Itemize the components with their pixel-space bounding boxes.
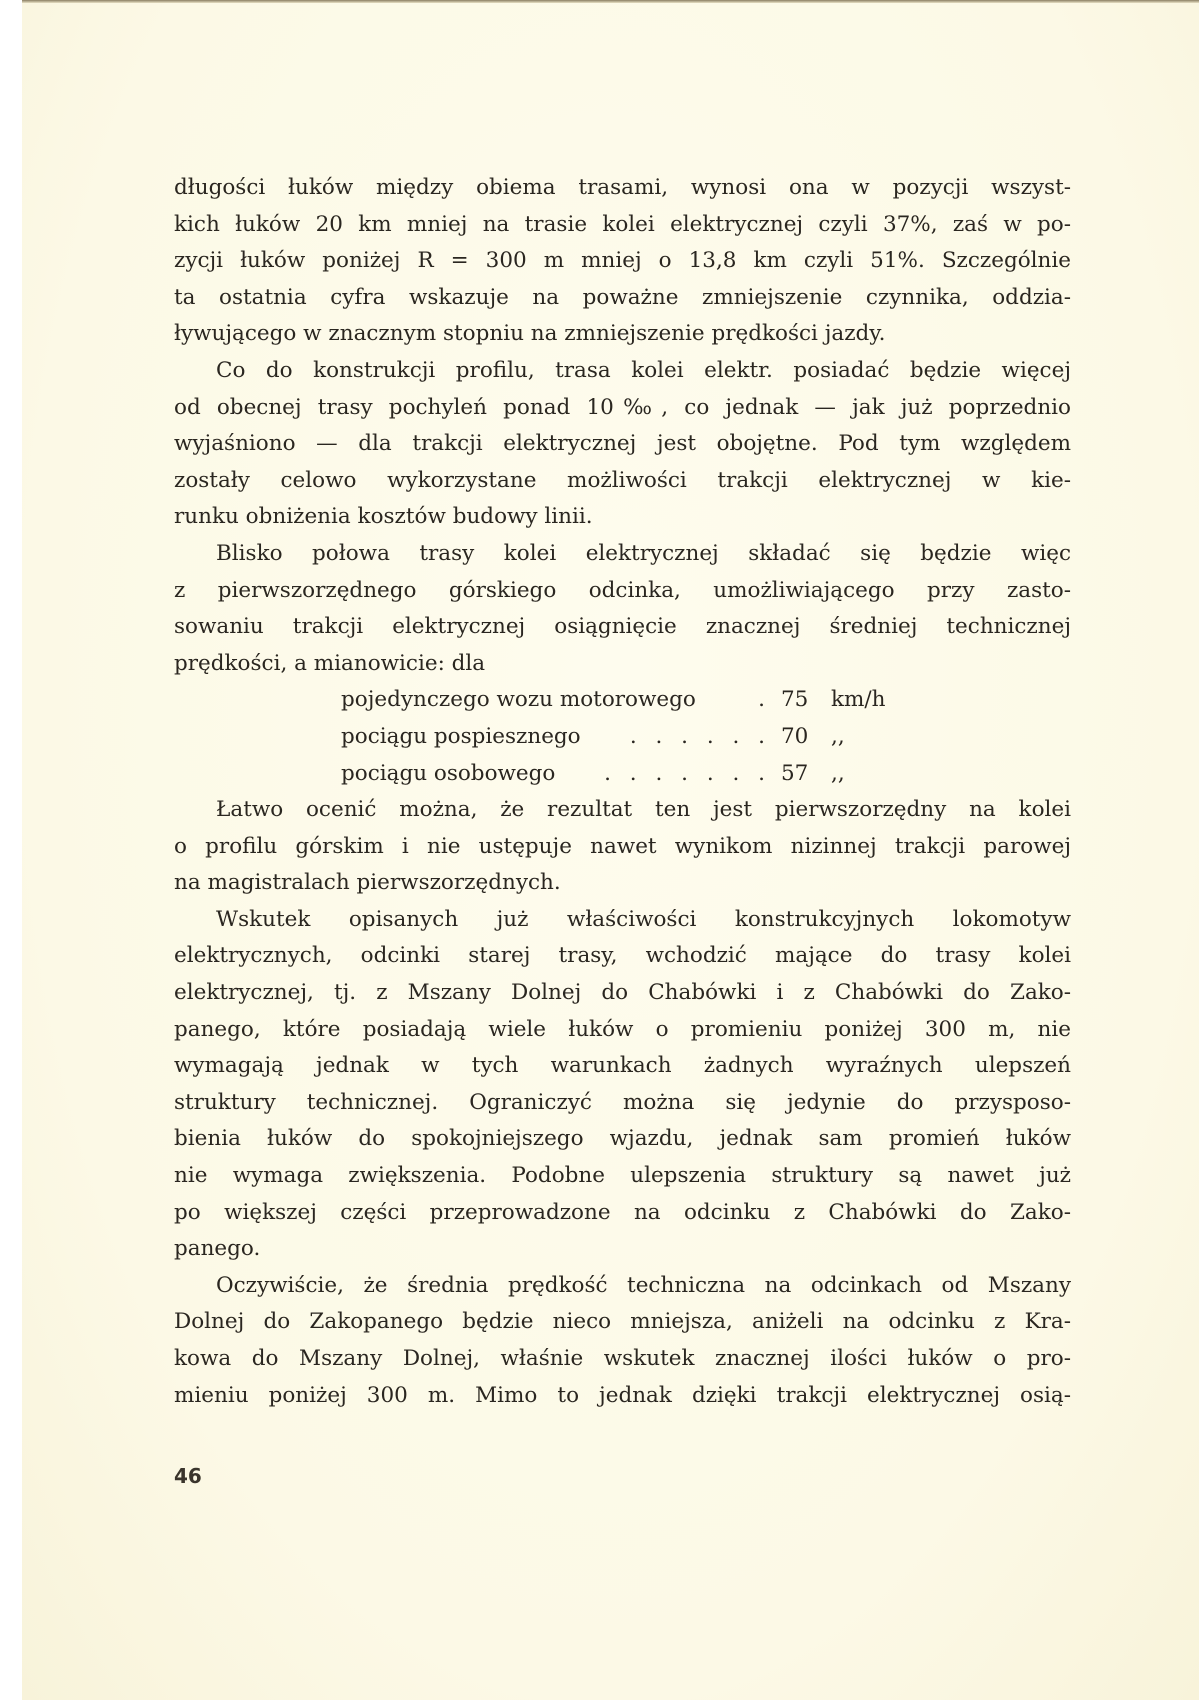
text-line: Co do konstrukcji profilu, trasa kolei elektr. posiadać będzie więcej	[216, 357, 1071, 383]
text-line: panego, które posiadają wiele łuków o promieniu poniżej 300 m, nie	[174, 1016, 1071, 1042]
text-line: wyjaśniono — dla trakcji elektrycznej jest obojętne. Pod tym względem	[174, 431, 1071, 457]
text-line: wymagają jednak w tych warunkach żadnych wyraźnych ulepszeń	[174, 1053, 1071, 1079]
text-line: elektrycznych, odcinki starej trasy, wchodzić mające do trasy kolei	[174, 943, 1071, 969]
text-line: długości łuków między obiema trasami, wynosi ona w pozycji wszyst-	[174, 175, 1071, 200]
text-line: o profilu górskim i nie ustępuje nawet wynikom nizinnej trakcji parowej	[174, 833, 1071, 859]
leader-dots: .	[758, 687, 771, 713]
speed-unit: ,,	[831, 723, 845, 749]
text-line: nie wymaga zwiększenia. Podobne ulepszenia struktury są nawet już	[174, 1163, 1071, 1189]
speed-row-motor-car	[341, 682, 901, 719]
page-number: 46	[174, 1464, 202, 1488]
speed-label: pojedynczego wozu motorowego	[341, 687, 696, 713]
paragraph-6	[174, 1268, 1071, 1414]
speed-label: pociągu osobowego	[341, 760, 556, 786]
paragraph-5	[174, 902, 1071, 1268]
text-line: Łatwo ocenić można, że rezultat ten jest pierwszorzędny na kolei	[216, 797, 1071, 823]
text-line: kowa do Mszany Dolnej, właśnie wskutek znacznej ilości łuków o pro-	[174, 1346, 1071, 1371]
text-line: prędkości, a mianowicie: dla	[174, 650, 486, 676]
speed-unit: ,,	[831, 760, 845, 786]
text-line: ta ostatnia cyfra wskazuje na poważne zmniejszenie czynnika, oddzia-	[174, 284, 1071, 310]
leader-dots: . . . . . . .	[604, 760, 771, 786]
text-line: panego.	[174, 1236, 261, 1262]
paragraph-1	[174, 170, 1071, 353]
page-top-edge	[22, 0, 1199, 3]
scan-margin	[0, 0, 22, 1700]
text-line: po większej części przeprowadzone na odcinku z Chabówki do Zako-	[174, 1199, 1071, 1225]
text-line: Dolnej do Zakopanego będzie nieco mniejsza, aniżeli na odcinku z Kra-	[174, 1309, 1071, 1335]
text-line: sowaniu trakcji elektrycznej osiągnięcie znacznej średniej technicznej	[174, 614, 1071, 640]
paragraph-4	[174, 792, 1071, 902]
text-line: kich łuków 20 km mniej na trasie kolei elektrycznej czyli 37%, zaś w po-	[174, 211, 1071, 237]
text-line: Oczywiście, że średnia prędkość techniczna na odcinkach od Mszany	[216, 1272, 1071, 1298]
speed-table	[341, 682, 901, 792]
speed-unit: km/h	[831, 687, 886, 713]
text-line: struktury technicznej. Ograniczyć można się jedynie do przysposo-	[174, 1089, 1071, 1115]
text-line: elektrycznej, tj. z Mszany Dolnej do Chabówki i z Chabówki do Zako-	[174, 980, 1071, 1006]
text-line: zycji łuków poniżej R = 300 m mniej o 13,8 km czyli 51%. Szczególnie	[174, 248, 1071, 274]
speed-value: 57	[781, 760, 809, 786]
text-line: Blisko połowa trasy kolei elektrycznej składać się będzie więc	[216, 540, 1071, 566]
text-line: ływującego w znacznym stopniu na zmniejszenie prędkości jazdy.	[174, 321, 886, 347]
speed-row-passenger-train	[341, 756, 901, 793]
text-line: bienia łuków do spokojniejszego wjazdu, jednak sam promień łuków	[174, 1126, 1071, 1152]
speed-value: 70	[781, 723, 809, 749]
text-line: zostały celowo wykorzystane możliwości trakcji elektrycznej w kie-	[174, 467, 1071, 493]
leader-dots: . . . . . .	[629, 723, 771, 749]
text-line: runku obniżenia kosztów budowy linii.	[174, 504, 593, 530]
speed-row-express-train	[341, 719, 901, 756]
text-line: Wskutek opisanych już właściwości konstrukcyjnych lokomotyw	[216, 906, 1071, 932]
text-line: na magistralach pierwszorzędnych.	[174, 870, 561, 896]
body-text	[174, 170, 1071, 1414]
paragraph-3	[174, 536, 1071, 682]
text-line: z pierwszorzędnego górskiego odcinka, umożliwiającego przy zasto-	[174, 577, 1071, 603]
speed-label: pociągu pospiesznego	[341, 723, 581, 749]
text-line: od obecnej trasy pochyleń ponad 10‰, co jednak — jak już poprzednio	[174, 394, 1071, 420]
speed-value: 75	[781, 687, 809, 713]
text-line: mieniu poniżej 300 m. Mimo to jednak dzięki trakcji elektrycznej osią-	[174, 1382, 1071, 1408]
paragraph-2	[174, 353, 1071, 536]
